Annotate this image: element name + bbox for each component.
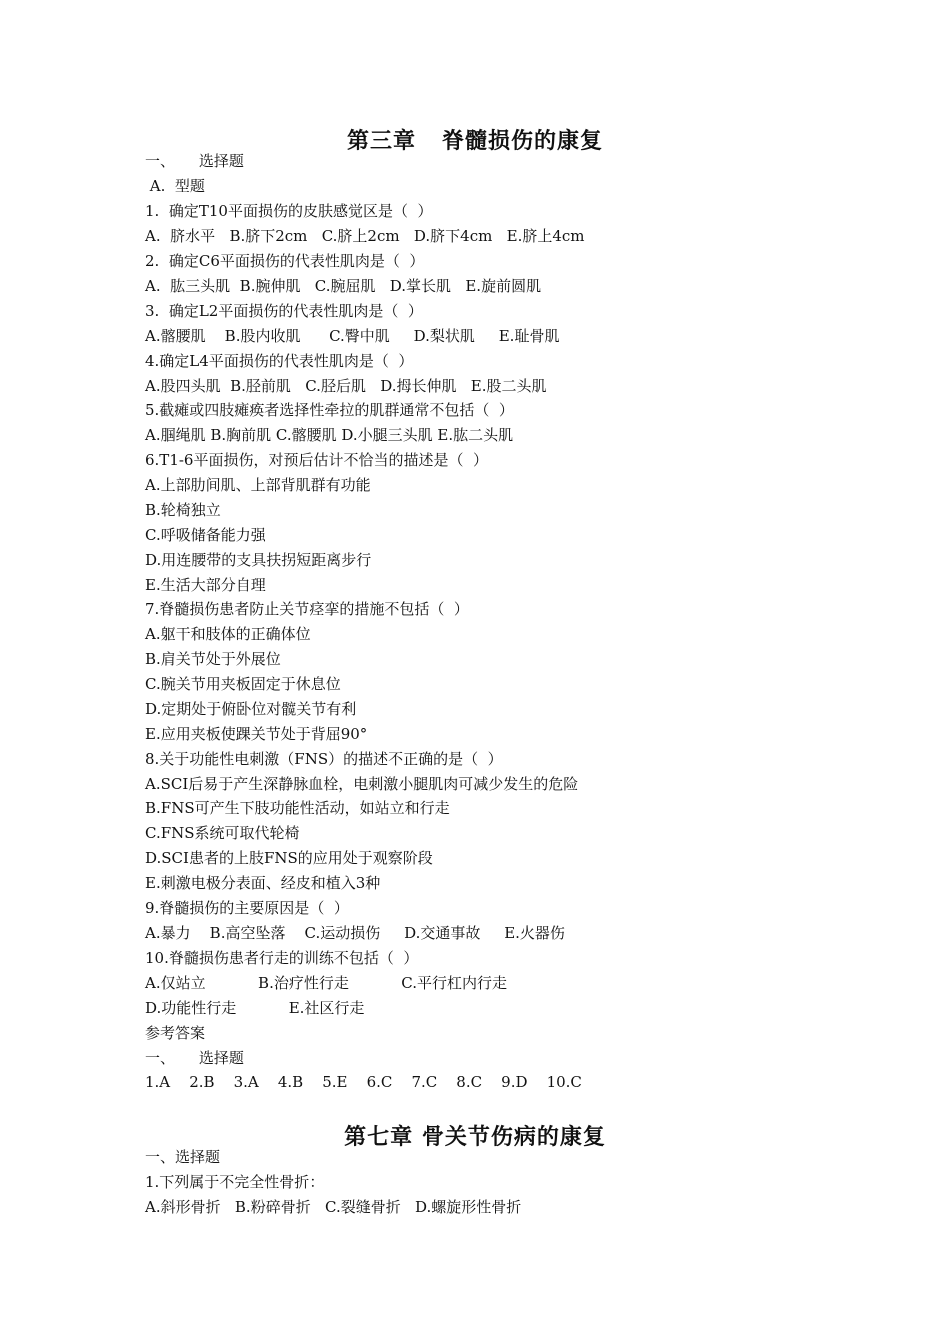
question-stem: 9.脊髓损伤的主要原因是（ ） (145, 899, 349, 917)
question-options: A.股四头肌 B.胫前肌 C.胫后肌 D.拇长伸肌 E.股二头肌 (145, 377, 547, 395)
question-options: A.斜形骨折 B.粉碎骨折 C.裂缝骨折 D.螺旋形性骨折 (145, 1198, 522, 1216)
chapter-7-title: 第七章 骨关节伤病的康复 (344, 1125, 606, 1150)
question-options: A.腘绳肌 B.胸前肌 C.髂腰肌 D.小腿三头肌 E.肱二头肌 (145, 426, 514, 444)
answers-section-heading: 一、 选择题 (145, 1049, 244, 1067)
section-heading: 一、选择题 (145, 1148, 221, 1166)
question-option: D.定期处于俯卧位对髋关节有利 (145, 700, 357, 718)
question-option: B.轮椅独立 (145, 501, 221, 519)
question-stem: 4.确定L4平面损伤的代表性肌肉是（ ） (145, 352, 414, 370)
question-stem: 10.脊髓损伤患者行走的训练不包括（ ） (145, 949, 419, 967)
question-option: C.呼吸储备能力强 (145, 526, 266, 544)
question-option: E.刺激电极分表面、经皮和植入3种 (145, 874, 381, 892)
question-options: A.仅站立 B.治疗性行走 C.平行杠内行走 (145, 974, 508, 992)
question-option: D.SCI患者的上肢FNS的应用处于观察阶段 (145, 849, 433, 867)
question-type-heading: A. 型题 (145, 177, 205, 195)
answers-heading: 参考答案 (145, 1024, 206, 1042)
question-options: A. 脐水平 B.脐下2cm C.脐上2cm D.脐下4cm E.脐上4cm (145, 227, 585, 245)
question-option: A.SCI后易于产生深静脉血栓，电刺激小腿肌肉可减少发生的危险 (145, 775, 579, 793)
question-option: E.生活大部分自理 (145, 576, 266, 594)
question-options: A.髂腰肌 B.股内收肌 C.臀中肌 D.梨状肌 E.耻骨肌 (145, 327, 560, 345)
question-options: A. 肱三头肌 B.腕伸肌 C.腕屈肌 D.掌长肌 E.旋前圆肌 (145, 277, 542, 295)
question-option: A.躯干和肢体的正确体位 (145, 625, 311, 643)
question-stem: 7.脊髓损伤患者防止关节痉挛的措施不包括（ ） (145, 600, 469, 618)
question-stem: 1. 确定T10平面损伤的皮肤感觉区是（ ） (145, 202, 433, 220)
question-option: D.用连腰带的支具扶拐短距离步行 (145, 551, 372, 569)
question-stem: 2. 确定C6平面损伤的代表性肌肉是（ ） (145, 252, 425, 270)
chapter-3-title: 第三章 脊髓损伤的康复 (347, 129, 603, 154)
question-option: B.肩关节处于外展位 (145, 650, 281, 668)
question-stem: 6.T1-6平面损伤，对预后估计不恰当的描述是（ ） (145, 451, 489, 469)
question-option: C.腕关节用夹板固定于休息位 (145, 675, 341, 693)
question-stem: 5.截瘫或四肢瘫痪者选择性牵拉的肌群通常不包括（ ） (145, 401, 514, 419)
question-options: D.功能性行走 E.社区行走 (145, 999, 365, 1017)
section-heading: 一、 选择题 (145, 152, 244, 170)
question-stem: 8.关于功能性电刺激（FNS）的描述不正确的是（ ） (145, 750, 503, 768)
question-option: A.上部肋间肌、上部背肌群有功能 (145, 476, 371, 494)
question-stem: 3. 确定L2平面损伤的代表性肌肉是（ ） (145, 302, 423, 320)
question-stem: 1.下列属于不完全性骨折： (145, 1173, 325, 1191)
question-option: C.FNS系统可取代轮椅 (145, 824, 300, 842)
answer-key: 1.A 2.B 3.A 4.B 5.E 6.C 7.C 8.C 9.D 10.C (145, 1073, 582, 1091)
question-option: B.FNS可产生下肢功能性活动，如站立和行走 (145, 799, 450, 817)
question-options: A.暴力 B.高空坠落 C.运动损伤 D.交通事故 E.火器伤 (145, 924, 565, 942)
question-option: E.应用夹板使踝关节处于背屈90° (145, 725, 368, 743)
